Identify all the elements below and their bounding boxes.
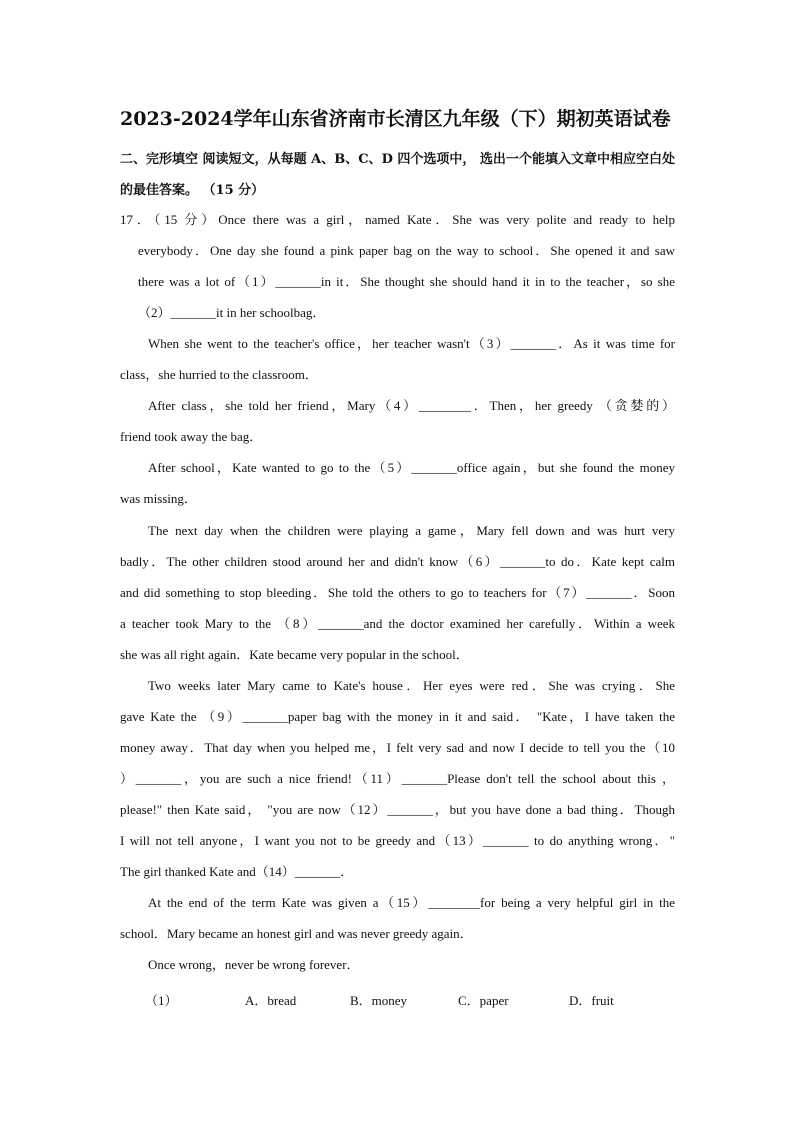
passage-line: and did something to stop bleeding．She told the others to go to teachers for（7）_______．Soon xyxy=(120,584,675,600)
passage-line: was missing． xyxy=(120,491,197,507)
option-c[interactable]: C．paper xyxy=(458,993,509,1008)
option-a[interactable]: A．bread xyxy=(245,993,297,1008)
passage-line: a teacher took Mary to the （8）_______and the doctor examined her carefully．Within a week xyxy=(120,615,675,631)
passage-line: After class，she told her friend，Mary（4）________．Then，her greedy （贪婪的） xyxy=(148,398,675,414)
passage-line: At the end of the term Kate was given a（15）________for being a very helpful girl in the xyxy=(148,895,675,911)
passage-line: please!" then Kate said， "you are now（12）_______，but you have done a bad thing．Though xyxy=(120,801,675,817)
section-heading: 二、完形填空 阅读短文，从每题 A、B、C、D 四个选项中， 选出一个能填入文章中相应空白处的最佳答案。 （15 分） xyxy=(120,152,675,198)
passage-line: everybody．One day she found a pink paper bag on the way to school．She opened it and saw xyxy=(138,243,675,259)
passage-line: After school，Kate wanted to go to the（5）_______office again，but she found the money xyxy=(148,460,675,476)
passage-line: 17．（15 分）Once there was a girl，named Kate．She was very polite and ready to help xyxy=(120,212,675,227)
passage-line: friend took away the bag． xyxy=(120,429,263,445)
passage-line: she was all right again．Kate became very popular in the school． xyxy=(120,646,469,662)
passage-line: class，she hurried to the classroom． xyxy=(120,367,318,383)
option-b[interactable]: B．money xyxy=(350,993,408,1008)
passage-line: （2）_______it in her schoolbag． xyxy=(138,305,326,321)
passage-line: gave Kate the （9）_______paper bag with the money in it and said． "Kate，I have taken the xyxy=(120,708,675,724)
passage-line: badly．The other children stood around her and didn't know（6）_______to do．Kate kept calm xyxy=(120,553,675,569)
passage-line: ）_______，you are such a nice friend!（11）_______Please don't tell the school about this ， xyxy=(120,770,675,786)
passage-line: money away．That day when you helped me，I felt very sad and now I decide to tell you the（10 xyxy=(120,739,675,755)
passage-line: Once wrong，never be wrong forever． xyxy=(148,957,360,973)
question-number: （1） xyxy=(145,993,178,1008)
passage-line: Two weeks later Mary came to Kate's house．Her eyes were red．She was crying．She xyxy=(148,677,675,693)
page-title: 2023-2024学年山东省济南市长清区九年级（下）期初英语试卷 xyxy=(120,108,671,130)
option-d[interactable]: D．fruit xyxy=(569,993,614,1008)
passage-line: The next day when the children were playing a game，Mary fell down and was hurt very xyxy=(148,522,675,538)
passage-line: school．Mary became an honest girl and was never greedy again． xyxy=(120,926,473,942)
passage-line: I will not tell anyone，I want you not to be greedy and（13）_______ to do anything wrong．" xyxy=(120,833,675,848)
passage-line: The girl thanked Kate and（14）_______． xyxy=(120,864,354,880)
passage-line: When she went to the teacher's office，her teacher wasn't（3）_______．As it was time for xyxy=(148,336,675,352)
passage-line: there was a lot of（1）_______in it．She thought she should hand it in to the teacher，so she xyxy=(138,274,675,290)
